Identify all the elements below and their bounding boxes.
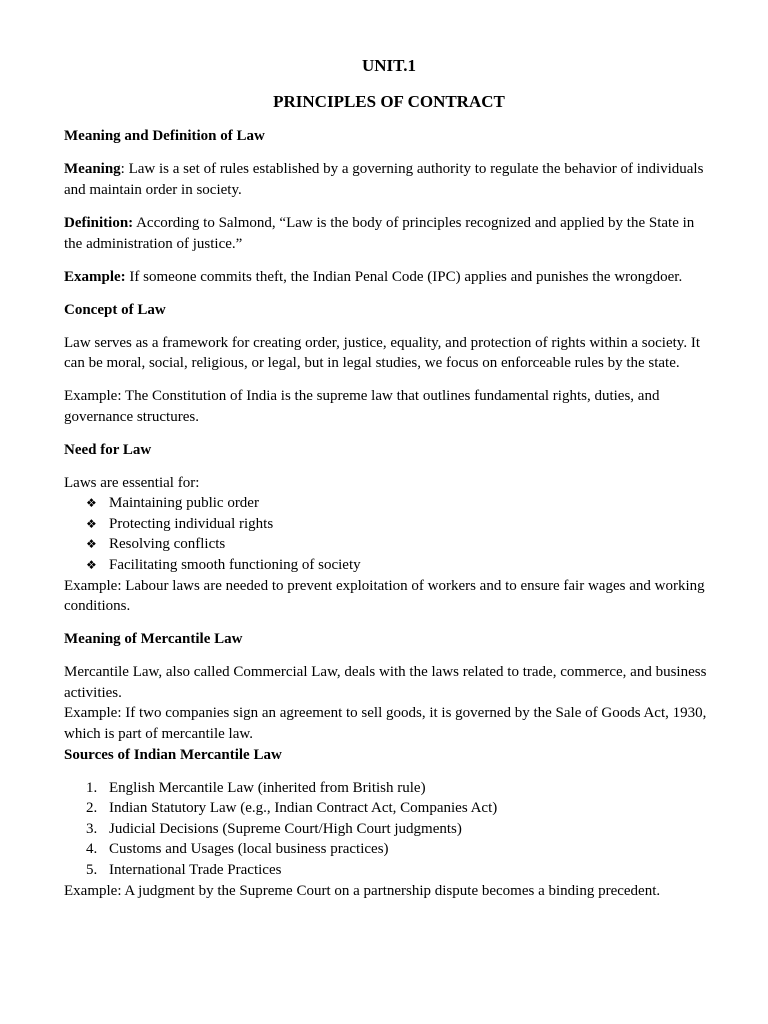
need-intro: Laws are essential for: <box>64 474 200 491</box>
list-number: 5. <box>86 861 98 878</box>
list-item <box>64 555 714 576</box>
list-item-text: Protecting individual rights <box>109 515 274 532</box>
list-item <box>64 778 714 799</box>
section-heading-meaning-definition: Meaning and Definition of Law <box>64 128 265 145</box>
list-item-text: Customs and Usages (local business practices) <box>109 841 389 858</box>
meaning-text: : Law is a set of rules established by a governing authority to regulate the behavior of individuals and maintain order in society. <box>64 161 704 198</box>
list-item <box>64 839 714 860</box>
unit-label: UNIT.1 <box>362 56 416 75</box>
list-item <box>64 514 714 535</box>
list-item-text: International Trade Practices <box>109 861 282 878</box>
concept-paragraph: Law serves as a framework for creating order, justice, equality, and protection of rights within a society. It can be moral, social, religious, or legal, but in legal studies, we focus on enforceable rules by the state. <box>64 334 700 372</box>
definition-paragraph <box>64 213 714 254</box>
list-item-text: Facilitating smooth functioning of society <box>109 557 361 574</box>
list-item-text: Judicial Decisions (Supreme Court/High Court judgments) <box>109 820 462 837</box>
need-bullet-list <box>64 493 714 575</box>
list-item <box>64 493 714 514</box>
definition-label: Definition: <box>64 214 134 231</box>
meaning-paragraph <box>64 159 714 200</box>
list-number: 1. <box>86 779 98 796</box>
document-page <box>64 52 714 901</box>
section-heading-sources: Sources of Indian Mercantile Law <box>64 746 282 763</box>
example-text: If someone commits theft, the Indian Penal Code (IPC) applies and punishes the wrongdoer. <box>125 268 683 285</box>
document-title: PRINCIPLES OF CONTRACT <box>273 92 505 111</box>
section-heading-need: Need for Law <box>64 441 152 458</box>
list-number: 3. <box>86 820 98 837</box>
list-item <box>64 860 714 881</box>
definition-text: According to Salmond, “Law is the body of principles recognized and applied by the State in the administration of justice.” <box>64 214 695 252</box>
list-item-text: Indian Statutory Law (e.g., Indian Contract Act, Companies Act) <box>109 800 498 817</box>
bullet-diamond-icon: ❖ <box>86 537 97 552</box>
example-label: Example: <box>64 268 126 285</box>
concept-example: Example: The Constitution of India is the supreme law that outlines fundamental rights, duties, and governance structures. <box>64 388 660 425</box>
bullet-diamond-icon: ❖ <box>86 496 97 511</box>
mercantile-example: Example: If two companies sign an agreement to sell goods, it is governed by the Sale of Goods Act, 1930, which is part of mercantile law. <box>64 705 707 742</box>
section-heading-concept: Concept of Law <box>64 301 166 318</box>
example-paragraph-theft <box>64 267 714 288</box>
list-item-text: Maintaining public order <box>109 495 259 512</box>
meaning-label: Meaning <box>64 161 121 178</box>
need-example: Example: Labour laws are needed to prevent exploitation of workers and to ensure fair wages and working conditions. <box>64 577 705 615</box>
section-heading-mercantile: Meaning of Mercantile Law <box>64 631 243 648</box>
list-item-text: Resolving conflicts <box>109 536 226 553</box>
list-item <box>64 798 714 819</box>
list-item-text: English Mercantile Law (inherited from British rule) <box>109 779 426 796</box>
sources-example: Example: A judgment by the Supreme Court on a partnership dispute becomes a binding precedent. <box>64 882 661 899</box>
mercantile-paragraph: Mercantile Law, also called Commercial Law, deals with the laws related to trade, commerce, and business activities. <box>64 664 707 701</box>
bullet-diamond-icon: ❖ <box>86 516 97 531</box>
sources-numbered-list <box>64 778 714 881</box>
list-number: 4. <box>86 841 98 858</box>
list-item <box>64 819 714 840</box>
list-number: 2. <box>86 800 98 817</box>
list-item <box>64 534 714 555</box>
bullet-diamond-icon: ❖ <box>86 558 97 573</box>
